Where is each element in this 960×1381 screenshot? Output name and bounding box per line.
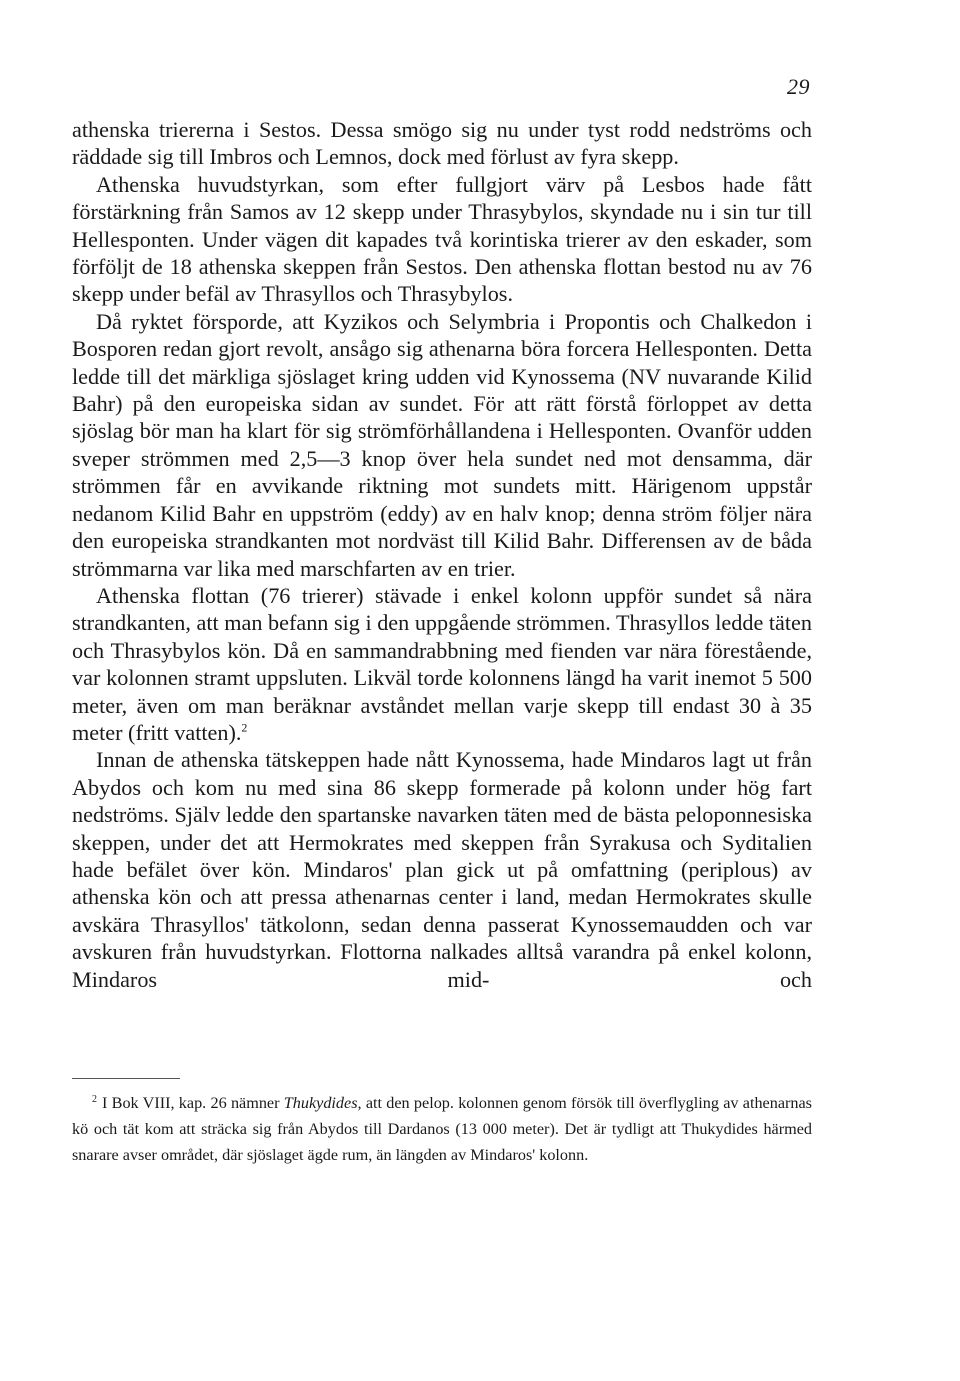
paragraph-3: Då ryktet försporde, att Kyzikos och Selymbria i Propontis och Chalkedon i Bosporen redan gjort revolt, ansågo sig athenarna böra forcera Hellesponten. Detta ledde till det märkliga sjöslaget kring udden vid Kynossema (NV nuvarande Kilid Bahr) på den europeiska sidan av sundet. För att rätt förstå förloppet av detta sjöslag bör man ha klart för sig strömförhållandena i Hellesponten. Ovanför udden sveper strömmen med 2,5—3 knop över hela sundet ned mot densamma, där strömmen får en avvikande riktning mot sundets mitt. Härigenom uppstår nedanom Kilid Bahr en uppström (eddy) av en halv knop; denna ström följer nära den europeiska strandkanten mot nordväst till Kilid Bahr. Differensen av de båda strömmarna var lika med marschfarten av en trier.: [72, 308, 812, 581]
paragraph-4-text: Athenska flottan (76 trierer) stävade i enkel kolonn uppför sundet så nära strandkanten, att man befann sig i den uppgående strömmen. Thrasyllos ledde täten och Thrasybylos kön. Då en sammandrabbning med fienden var nära förestående, var kolonnen stramt uppsluten. Likväl torde kolonnens längd ha varit inemot 5 500 meter, även om man beräknar avståndet mellan varje skepp till endast 30 à 35 meter (fritt vatten).: [72, 582, 812, 745]
footnote-text-before: I Bok VIII, kap. 26 nämner: [102, 1094, 284, 1112]
footnote-text-after: att den pelop. kolonnen genom försök till överflygling av athenarnas kö och tät kom att sträcka sig från Abydos till Dardanos (13 000 meter). Det är tydligt att Thukydides härmed snarare avser området, där sjöslaget ägde rum, än längden av Mindaros' kolonn.: [72, 1094, 812, 1164]
paragraph-2: Athenska huvudstyrkan, som efter fullgjort värv på Lesbos hade fått förstärkning från Samos av 12 skepp under Thrasybylos, skyndade nu i sin tur till Hellesponten. Under vägen dit kapades två korintiska trierer av den eskader, som förföljt de 18 athenska skeppen från Sestos. Den athenska flottan bestod nu av 76 skepp under befäl av Thrasyllos och Thrasybylos.: [72, 171, 812, 307]
paragraph-4: [72, 582, 812, 746]
page-number: 29: [787, 74, 810, 99]
footnote-marker: 2: [92, 1093, 97, 1105]
paragraph-1: athenska triererna i Sestos. Dessa smögo sig nu under tyst rodd nedströms och räddade sig till Imbros och Lemnos, dock med förlust av fyra skepp.: [72, 117, 812, 170]
paragraph-5: Innan de athenska tätskeppen hade nått Kynossema, hade Mindaros lagt ut från Abydos och kom nu med sina 86 skepp formerade på kolonn under hög fart nedströms. Själv ledde den spartanske navarken täten med de bästa peloponnesiska skeppen, under det att Hermokrates med skeppen från Syrakusa och Syditalien hade befälet över kön. Mindaros' plan gick ut på omfattning (periplous) av athenska kön och att pressa athenarnas center i land, medan Hermokrates skulle avskära Thrasyllos' tätkolonn, sedan denna passerat Kynossemaudden och var avskuren från huvudstyrkan. Flottorna nalkades alltså varandra på enkel kolonn, Mindaros mid- och: [72, 747, 812, 992]
footnotes: [72, 1090, 812, 1168]
body-text: [72, 116, 812, 993]
footnote-reference: 2: [241, 720, 248, 735]
footnote-2: [72, 1090, 812, 1168]
footnote-cited-author: Thukydides,: [283, 1094, 362, 1112]
footnote-divider: [72, 1078, 180, 1079]
